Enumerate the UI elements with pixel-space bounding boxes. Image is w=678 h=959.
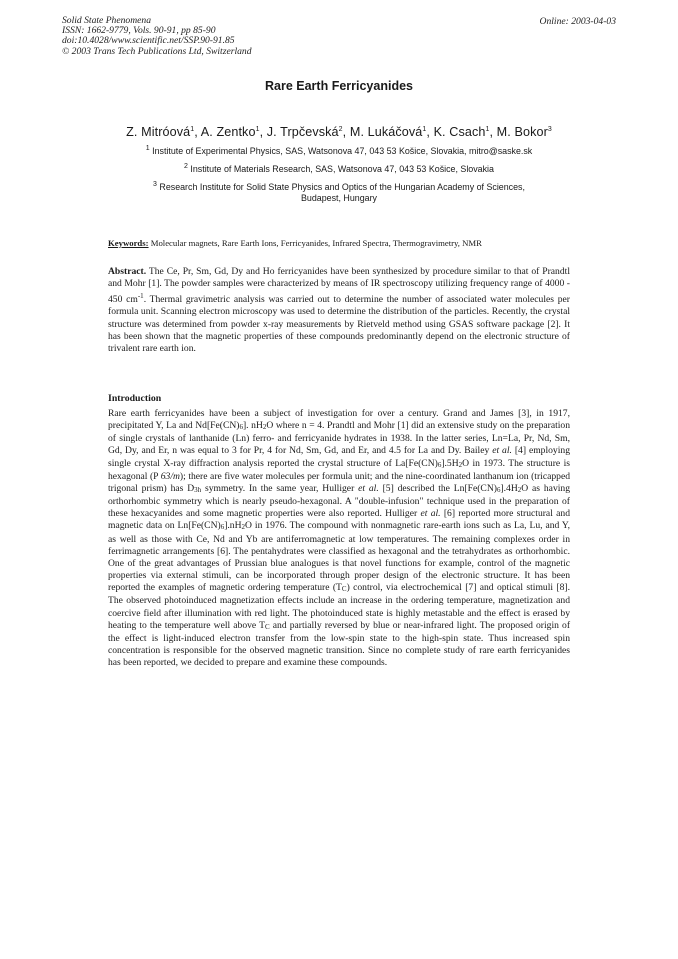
author-affiliation-mark: 1 [422, 125, 427, 133]
author-name: M. Bokor [496, 125, 548, 139]
abstract: Abstract. The Ce, Pr, Sm, Gd, Dy and Ho ferricyanides have been synthesized by procedure similar to that of Prandtl and Mohr [1]. The powder samples were characterized by means of IR spectroscopy utilizing frequency range of 4000 - 450 $cm^{-1}$. Thermal gravimetric analysis was carried out to determine the number of associated water molecules per formula unit. Scanning electron microscopy was used to determine the distribution of the particles. Recently, the crystal structure was determined from powder x-ray measurements by Rietveld method using GSAS software package [2]. It has been shown that the magnetic properties of these compounds predominantly depend on the electronic structure of trivalent rare earth ion. [108, 266, 570, 354]
journal-name: Solid State Phenomena [62, 15, 151, 26]
abstract-label: Abstract. [108, 266, 147, 277]
affiliation-1: $^1$ Institute of Experimental Physics, SAS, Watsonova 47, 043 53 Košice, Slovakia, mitro@saske.sk [145, 145, 533, 156]
keywords [108, 238, 588, 248]
copyright-line: © 2003 Trans Tech Publications Ltd, Switzerland [62, 45, 252, 57]
online-date: Online: 2003-04-03 [539, 16, 616, 27]
affiliation-3: $^3$ Research Institute for Solid State Physics and Optics of the Hungarian Academy of Sciences, Budapest, Hungary [153, 181, 525, 203]
author-affiliation-mark: 1 [255, 125, 260, 133]
author-name: Z. Mitróová [126, 125, 191, 139]
affiliation-2: $^2$ Institute of Materials Research, SAS, Watsonova 47, 043 53 Košice, Slovakia [184, 163, 494, 174]
doi-line: doi:10.4028/www.scientific.net/SSP.90-91.85 [62, 35, 235, 47]
author-affiliation-mark: 1 [485, 125, 490, 133]
keywords-label: Keywords: [108, 238, 149, 248]
section-heading-introduction: Introduction [108, 393, 162, 404]
author-affiliation-mark: 1 [190, 125, 195, 133]
author-name: K. Csach [433, 125, 486, 139]
author-name: M. Lukáčová [349, 125, 423, 139]
author-affiliation-mark: 2 [338, 125, 343, 133]
keywords-text: Molecular magnets, Rare Earth Ions, Ferricyanides, Infrared Spectra, Thermogravimetry, NMR [150, 238, 482, 248]
introduction-paragraph: Rare earth ferricyanides have been a subject of investigation for over a century. Grand and James [3], in 1917, precipitated Y, La and Nd[Fe(CN)6]. nH2O where n = 4. Prandtl and Mohr [1] did an extensive study on the preparation of single crystals of lanthanide (Ln) ferro- and ferricyanide hydrates in 1938. In the latter series, Ln=La, Pr, Nd, Sm, Gd, Dy, and Er, n was equal to 3 for Pr, 4 for Nd, Sm, Gd, and Er, and 4.5 for La and Dy. Bailey et al. [4] employing single crystal X-ray diffraction analysis reported the crystal structure of La[Fe(CN)6].5H2O in 1973. The structure is hexagonal (P 63/m); there are five water molecules per formula unit; and the nine-coordinated lanthanum ion (tricapped trigonal prism) has D3h symmetry. In the same year, Hulliger et al. [5] described the Ln[Fe(CN)6].4H2O as having orthorhombic symmetry which is nearly pseudo-hexagonal. A "double-infusion" technique used in the preparation of these hexacyanides and some magnetic properties were also reported. Hulliger et al. [6] reported more structural and magnetic data on Ln[Fe(CN)6].nH2O in 1976. The compound with nonmagnetic rare-earth ions such as La, Lu, and Y, as well as those with Ce, Nd and Yb are antiferromagnetic at low temperatures. The remaining complexes order in ferrimagnetic arrangements [6]. The pentahydrates were classified as hexagonal and the tetrahydrates as orthorhombic. One of the great advantages of Prussian blue analogues is that novel functions for example, control of the magnetic properties via external stimuli, can be incorporated through proper design of the electronic structure. It has been reported the examples of magnetic ordering temperature (TC) control, via electrochemical [7] and optical stimuli [8]. The observed photoinduced magnetization effects include an increase in the ordering temperature, magnetization and coercive field after illumination with red light. The photoinduced state is highly metastable and the effect is erased by heating to the temperature well above TC and partially reversed by blue or near-infrared light. The proposed origin of the effect is light-induced electron transfer from the low-spin state to the high-spin state. Thus increased spin concentration is responsible for the observed magnetic transition. Since no complete study of rare earth ferricyanides has been reported, we decided to prepare and examine these compounds. [108, 408, 571, 669]
journal-header [62, 16, 422, 57]
author-list: Z. Mitróová$^1$, A. Zentko$^1$, J. Trpčevská$^2$, M. Lukáčová$^1$, K. Csach$^1$, M. Bokor$^3$ [126, 125, 552, 139]
author-affiliation-mark: 3 [547, 125, 552, 133]
author-name: A. Zentko [200, 125, 256, 139]
paper-title: Rare Earth Ferricyanides [265, 79, 413, 93]
issn-line: ISSN: 1662-9779, Vols. 90-91, pp 85-90 [62, 25, 216, 37]
author-name: J. Trpčevská [266, 125, 339, 139]
